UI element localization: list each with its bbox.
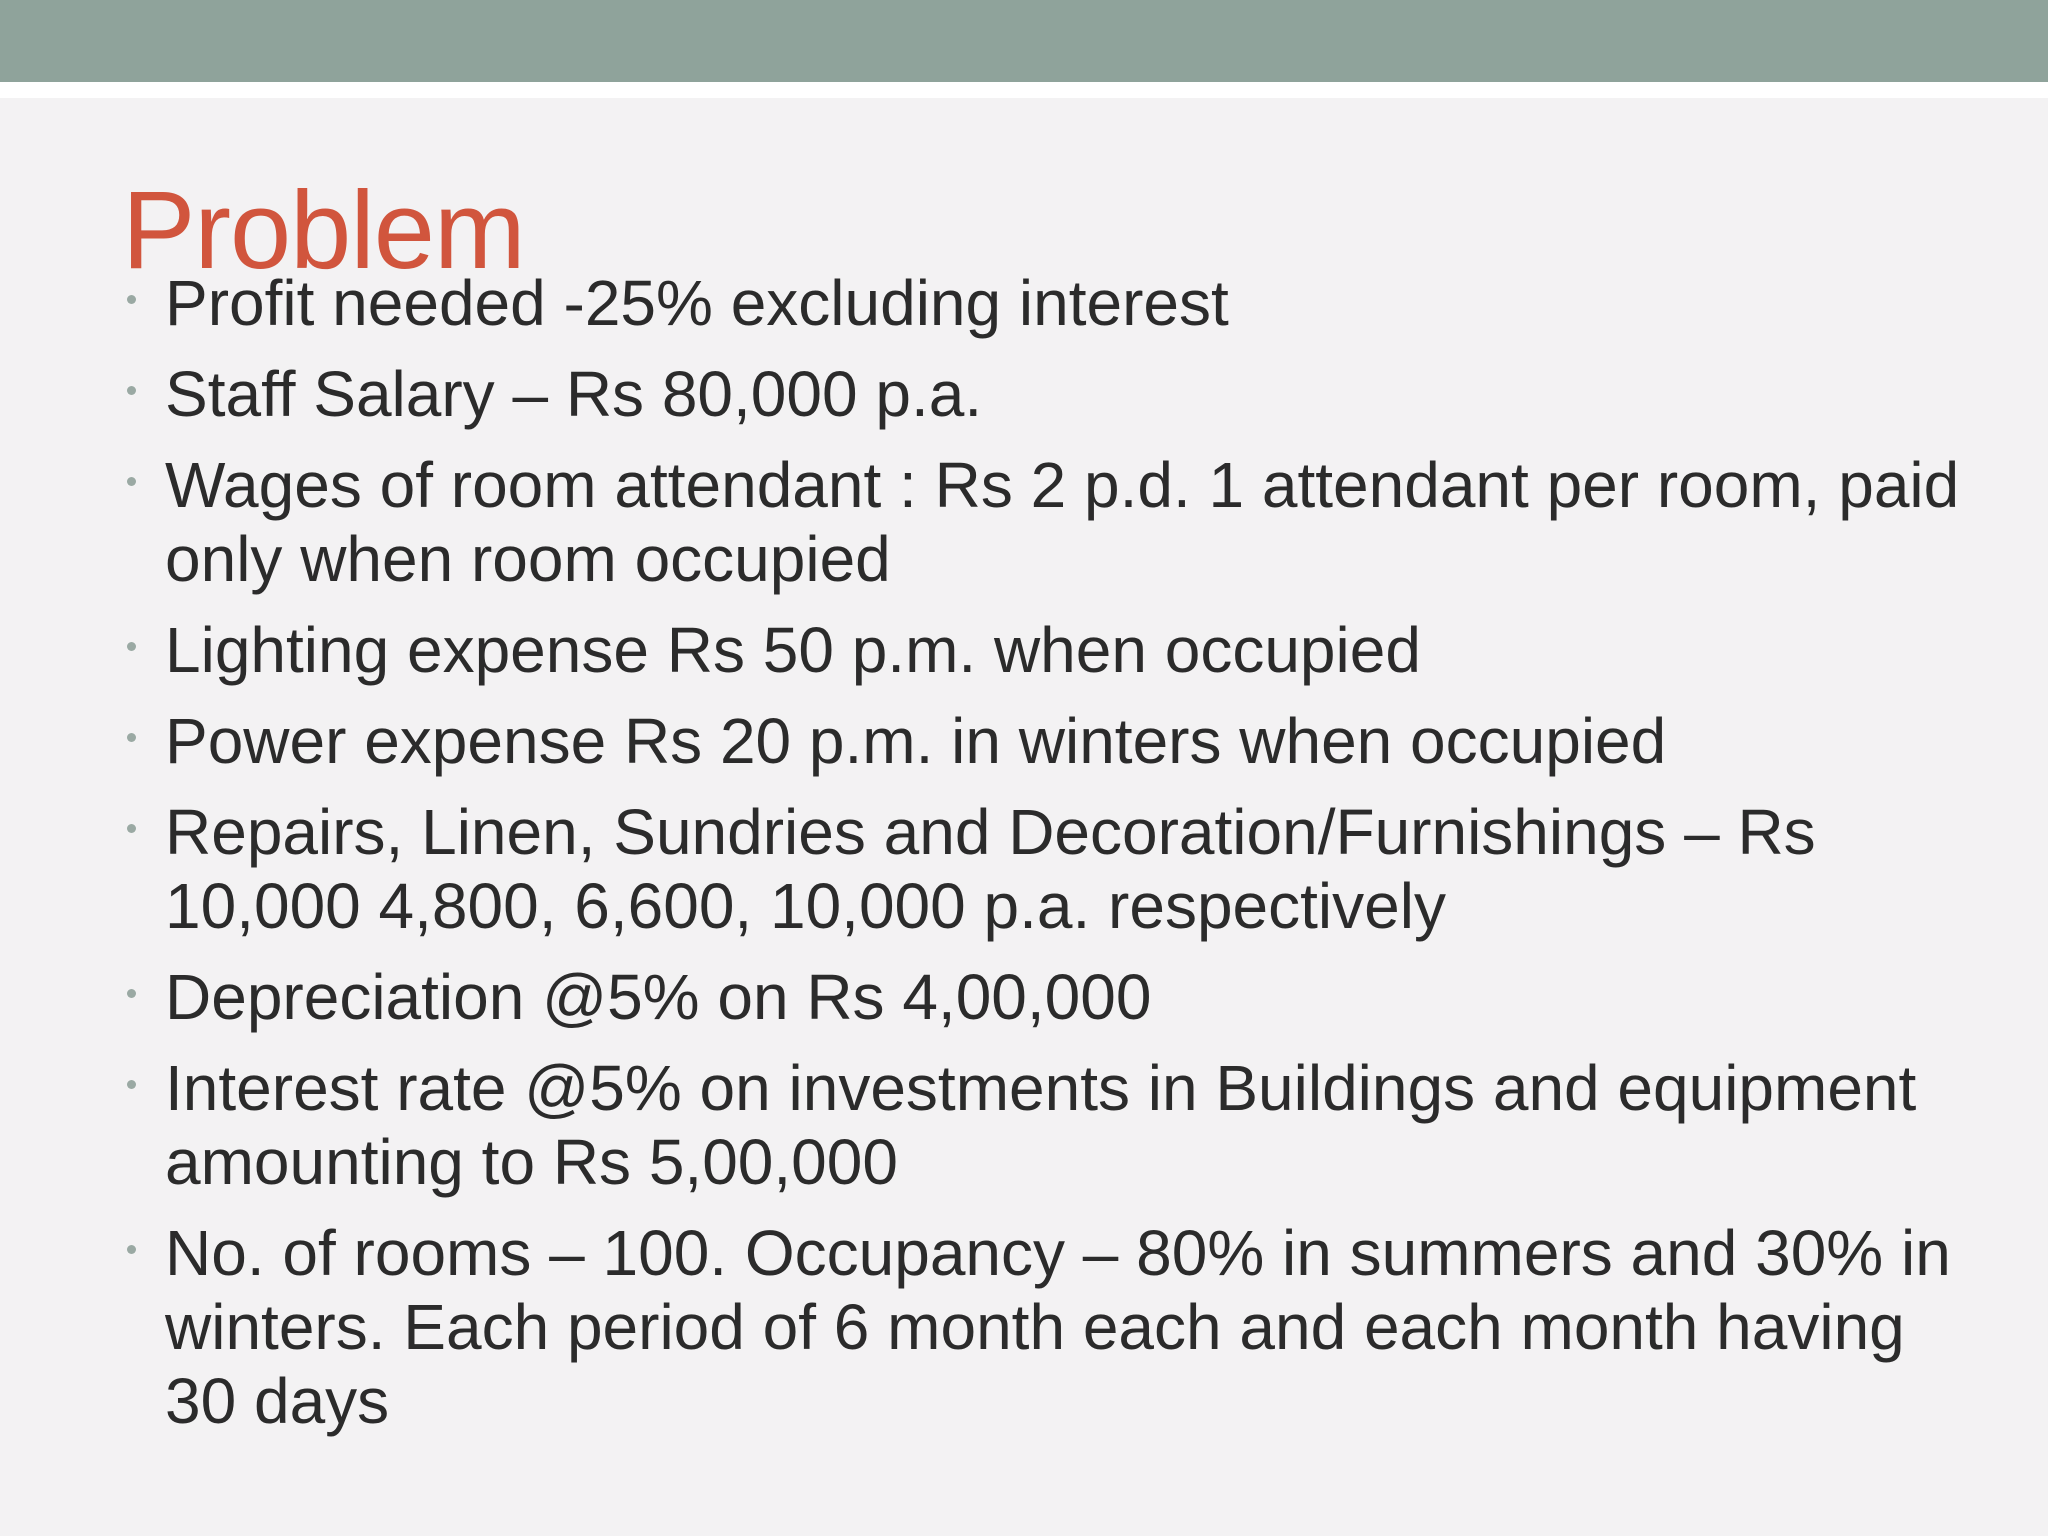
bullet-dot-icon <box>127 733 136 742</box>
bullet-dot-icon <box>127 1080 136 1089</box>
bullet-text: Lighting expense Rs 50 p.m. when occupied <box>165 614 1421 686</box>
bullet-item-profit <box>122 266 1962 340</box>
header-bar <box>0 0 2048 82</box>
bullet-text: Repairs, Linen, Sundries and Decoration/Furnishings – Rs 10,000 4,800, 6,600, 10,000 p.a. respectively <box>165 796 1816 942</box>
bullet-item-power <box>122 704 1962 778</box>
bullet-dot-icon <box>127 295 136 304</box>
bullet-item-depreciation <box>122 960 1962 1034</box>
bullet-text: Interest rate @5% on investments in Buildings and equipment amounting to Rs 5,00,000 <box>165 1052 1917 1198</box>
bullet-dot-icon <box>127 989 136 998</box>
bullet-item-wages <box>122 448 1962 596</box>
bullet-text: Staff Salary – Rs 80,000 p.a. <box>165 358 983 430</box>
bullet-dot-icon <box>127 1245 136 1254</box>
bullet-dot-icon <box>127 477 136 486</box>
bullet-dot-icon <box>127 386 136 395</box>
bullet-text: Depreciation @5% on Rs 4,00,000 <box>165 961 1152 1033</box>
bullet-list <box>122 266 1962 1455</box>
bullet-item-lighting <box>122 613 1962 687</box>
bullet-dot-icon <box>127 824 136 833</box>
bullet-text: Power expense Rs 20 p.m. in winters when occupied <box>165 705 1667 777</box>
bullet-text: No. of rooms – 100. Occupancy – 80% in summers and 30% in winters. Each period of 6 month each and each month having 30 days <box>165 1217 1951 1437</box>
bullet-item-interest <box>122 1051 1962 1199</box>
bullet-text: Profit needed -25% excluding interest <box>165 267 1229 339</box>
slide-title: Problem <box>122 169 525 292</box>
bullet-item-repairs <box>122 795 1962 943</box>
header-divider <box>0 82 2048 98</box>
bullet-item-staff-salary <box>122 357 1962 431</box>
bullet-text: Wages of room attendant : Rs 2 p.d. 1 attendant per room, paid only when room occupied <box>165 449 1960 595</box>
bullet-item-rooms <box>122 1216 1962 1438</box>
bullet-dot-icon <box>127 642 136 651</box>
